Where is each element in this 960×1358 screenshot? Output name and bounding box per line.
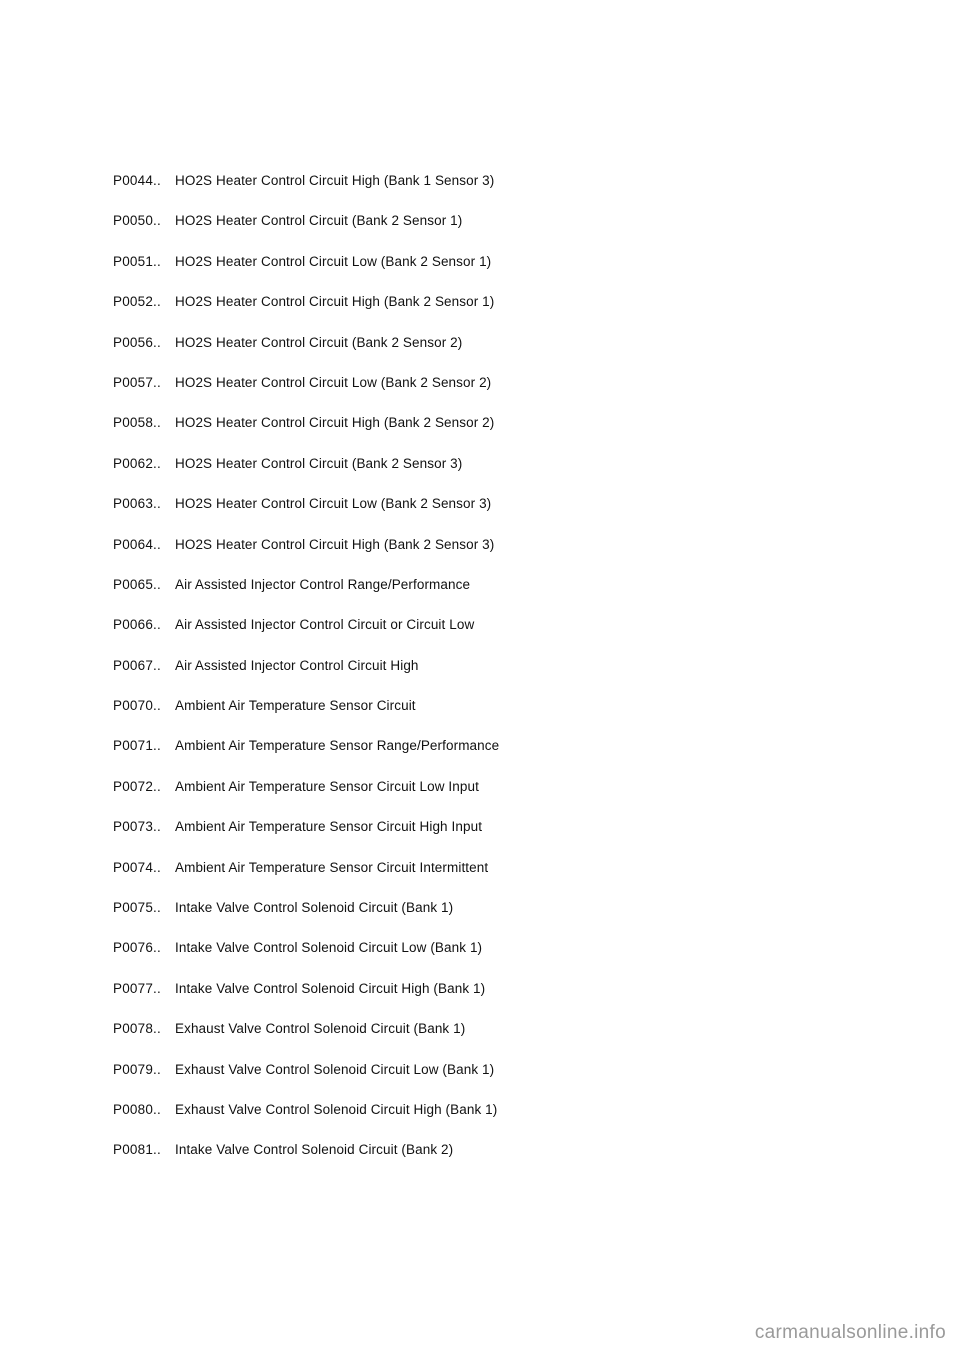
dtc-code: P0062.. [113,455,161,471]
dtc-description: HO2S Heater Control Circuit Low (Bank 2 Sensor 1) [175,253,492,269]
dtc-code: P0058.. [113,415,161,431]
dtc-description: Air Assisted Injector Control Circuit High [175,657,419,673]
dtc-code: P0063.. [113,496,161,512]
dtc-description: HO2S Heater Control Circuit High (Bank 2 Sensor 1) [175,294,495,310]
dtc-row [113,732,873,772]
dtc-row [113,288,873,328]
dtc-description: Air Assisted Injector Control Range/Performance [175,576,471,592]
dtc-description: Ambient Air Temperature Sensor Circuit High Input [175,819,483,835]
dtc-row [113,854,873,894]
dtc-code: P0073.. [113,819,161,835]
dtc-code: P0050.. [113,213,161,229]
dtc-code: P0066.. [113,617,161,633]
dtc-row [113,248,873,288]
dtc-code: P0065.. [113,576,161,592]
dtc-code: P0056.. [113,334,161,350]
dtc-row [113,692,873,732]
dtc-row [113,207,873,247]
dtc-row [113,450,873,490]
dtc-code-list [113,167,873,1177]
dtc-code: P0076.. [113,940,161,956]
dtc-description: HO2S Heater Control Circuit (Bank 2 Sensor 2) [175,334,463,350]
dtc-code: P0074.. [113,859,161,875]
dtc-code: P0078.. [113,1021,161,1037]
dtc-description: HO2S Heater Control Circuit High (Bank 2 Sensor 3) [175,536,495,552]
dtc-row [113,329,873,369]
dtc-code: P0081.. [113,1142,161,1158]
dtc-description: Ambient Air Temperature Sensor Range/Performance [175,738,500,754]
dtc-description: Intake Valve Control Solenoid Circuit High (Bank 1) [175,980,486,996]
dtc-row [113,611,873,651]
dtc-description: HO2S Heater Control Circuit (Bank 2 Sensor 1) [175,213,463,229]
dtc-description: Ambient Air Temperature Sensor Circuit Intermittent [175,859,489,875]
dtc-row [113,813,873,853]
dtc-code: P0044.. [113,173,161,188]
dtc-description: Ambient Air Temperature Sensor Circuit [175,698,416,714]
dtc-code: P0080.. [113,1101,161,1117]
dtc-description: Intake Valve Control Solenoid Circuit (Bank 1) [175,900,454,916]
dtc-row [113,1136,873,1176]
dtc-row [113,571,873,611]
dtc-code: P0072.. [113,778,161,794]
dtc-row [113,531,873,571]
dtc-row [113,773,873,813]
dtc-row [113,409,873,449]
dtc-row [113,1015,873,1055]
dtc-code: P0075.. [113,900,161,916]
dtc-code: P0077.. [113,980,161,996]
dtc-description: HO2S Heater Control Circuit High (Bank 2 Sensor 2) [175,415,495,431]
watermark: carmanualsonline.info [754,1322,946,1343]
dtc-description: Exhaust Valve Control Solenoid Circuit (Bank 1) [175,1021,466,1037]
dtc-row [113,369,873,409]
dtc-row [113,167,873,207]
dtc-code: P0051.. [113,253,161,269]
dtc-description: HO2S Heater Control Circuit Low (Bank 2 Sensor 2) [175,374,492,390]
dtc-code: P0052.. [113,294,161,310]
dtc-row [113,1056,873,1096]
dtc-description: HO2S Heater Control Circuit High (Bank 1 Sensor 3) [175,173,495,188]
dtc-code: P0070.. [113,698,161,714]
dtc-row [113,1096,873,1136]
dtc-description: Ambient Air Temperature Sensor Circuit Low Input [175,778,479,794]
dtc-row [113,934,873,974]
dtc-description: Exhaust Valve Control Solenoid Circuit High (Bank 1) [175,1101,498,1117]
dtc-row [113,490,873,530]
dtc-description: Intake Valve Control Solenoid Circuit (Bank 2) [175,1142,454,1158]
dtc-code: P0064.. [113,536,161,552]
dtc-description: HO2S Heater Control Circuit Low (Bank 2 Sensor 3) [175,496,492,512]
dtc-code: P0079.. [113,1061,161,1077]
dtc-description: Air Assisted Injector Control Circuit or Circuit Low [175,617,475,633]
dtc-row [113,894,873,934]
dtc-description: HO2S Heater Control Circuit (Bank 2 Sensor 3) [175,455,463,471]
dtc-row [113,975,873,1015]
dtc-code: P0057.. [113,374,161,390]
dtc-description: Exhaust Valve Control Solenoid Circuit Low (Bank 1) [175,1061,495,1077]
dtc-code: P0071.. [113,738,161,754]
dtc-row [113,652,873,692]
dtc-description: Intake Valve Control Solenoid Circuit Low (Bank 1) [175,940,483,956]
dtc-code: P0067.. [113,657,161,673]
